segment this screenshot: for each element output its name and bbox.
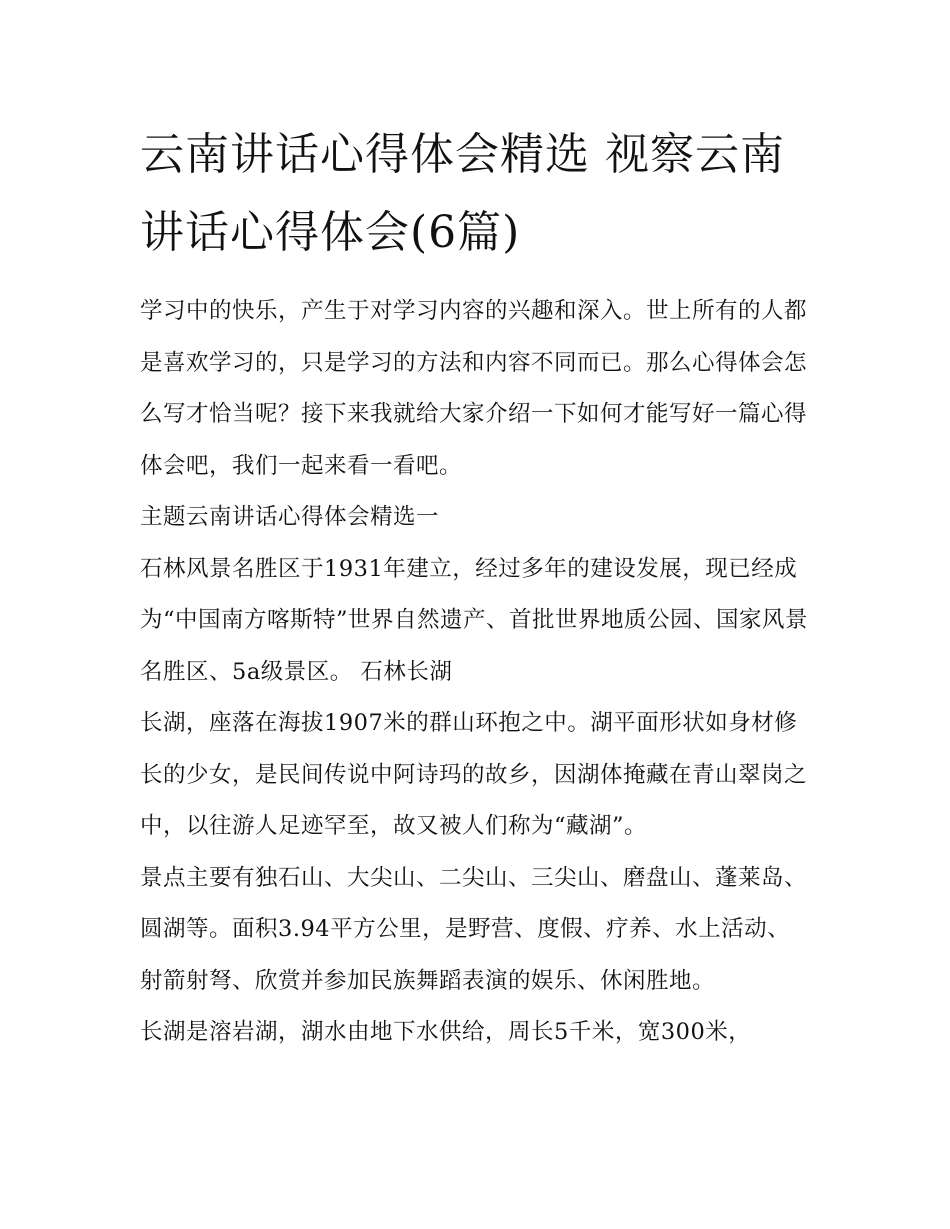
document-title: 云南讲话心得体会精选 视察云南讲话心得体会(6篇) xyxy=(140,129,785,258)
page-bottom-margin xyxy=(0,1109,950,1229)
paragraph-lake-details: 长湖是溶岩湖，湖水由地下水供给，周长5千米，宽300米， xyxy=(140,1019,752,1045)
paragraph-intro: 学习中的快乐，产生于对学习内容的兴趣和深入。世上所有的人都是喜欢学习的，只是学习的方法和内容不同而已。那么心得体会怎么写才恰当呢？接下来我就给大家介绍一下如何才能写好一篇心得体会吧，我们一起来看一看吧。 xyxy=(140,298,808,479)
paragraph-stone-forest: 石林风景名胜区于1931年建立，经过多年的建设发展，现已经成为“中国南方喀斯特”世界自然遗产、首批世界地质公园、国家风景名胜区、5a级景区。 石林长湖 xyxy=(140,555,809,685)
paragraph-scenic-spots: 景点主要有独石山、大尖山、二尖山、三尖山、磨盘山、蓬莱岛、圆湖等。面积3.94平方公里，是野营、度假、疗养、水上活动、射箭射弩、欣赏并参加民族舞蹈表演的娱乐、休闲胜地。 xyxy=(140,864,808,994)
paragraph-section-heading: 主题云南讲话心得体会精选一 xyxy=(140,504,440,530)
paragraph-long-lake: 长湖，座落在海拔1907米的群山环抱之中。湖平面形状如身材修长的少女，是民间传说中阿诗玛的故乡，因湖体掩藏在青山翠岗之中，以往游人足迹罕至，故又被人们称为“藏湖”。 xyxy=(140,710,808,839)
document-body xyxy=(140,116,812,1059)
